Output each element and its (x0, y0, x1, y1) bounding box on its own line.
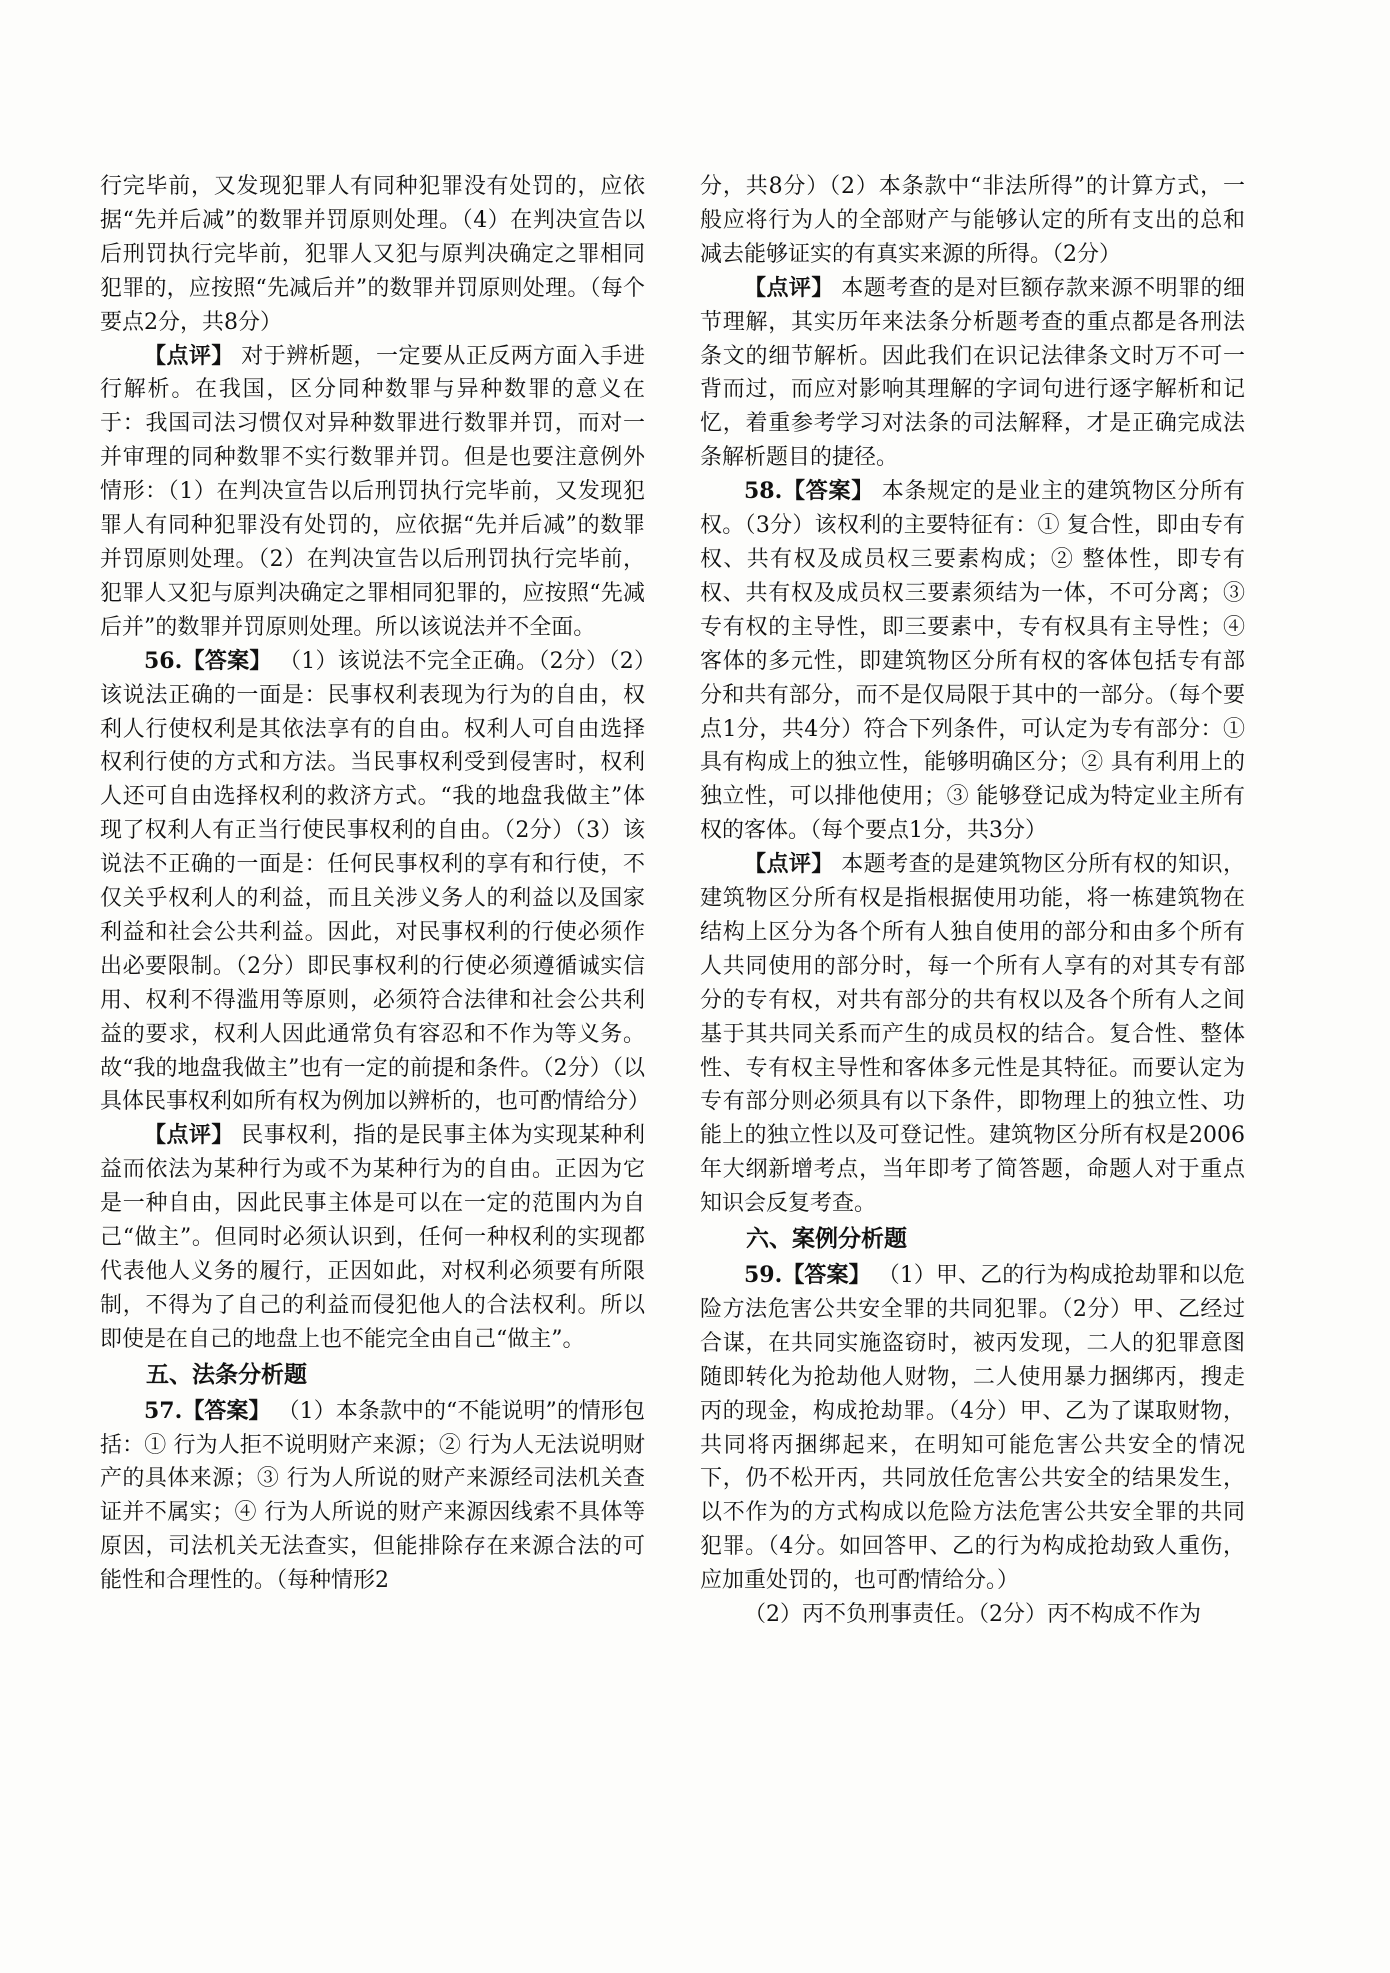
answer-59 (700, 1259, 1245, 1598)
right-column (700, 170, 1245, 1632)
comment-label: 【点评】 (144, 1122, 234, 1149)
comment-label: 【点评】 (144, 342, 234, 369)
answer-text: （1）本条款中的“不能说明”的情形包括：① 行为人拒不说明财产来源；② 行为人无法说明财产的具体来源；③ 行为人所说的财产来源经司法机关查证并不属实；④ 行为人所说的财产来源因线索不具体等原因，司法机关无法查实，但能排除存在来源合法的可能性和合理性的。（每种情形2 (100, 1398, 645, 1594)
comment-label: 【点评】 (744, 274, 834, 301)
answer-56 (100, 645, 651, 1120)
answer-57 (100, 1395, 645, 1598)
answer-label: 56.【答案】 (144, 647, 272, 674)
answer-label: 58.【答案】 (744, 478, 875, 505)
comment-paragraph (700, 848, 1245, 1221)
answer-label: 57.【答案】 (144, 1397, 271, 1424)
left-column (100, 170, 651, 1598)
answer-text: 本条规定的是业主的建筑物区分所有权。（3分）该权利的主要特征有：① 复合性，即由专有权、共有权及成员权三要素构成；② 整体性，即专有权、共有权及成员权三要素须结为一体，不可分离；③ 专有权的主导性，即三要素中，专有权具有主导性；④ 客体的多元性，即建筑物区分所有权的客体包括专有部分和共有部分，而不是仅局限于其中的一部分。（每个要点1分，共4分）符合下列条件，可认定为专有部分：① 具有构成上的独立性，能够明确区分；② 具有利用上的独立性，可以排他使用；③ 能够登记成为特定业主所有权的客体。（每个要点1分，共3分） (700, 479, 1245, 844)
answer-58 (700, 475, 1245, 848)
comment-text: 本题考查的是建筑物区分所有权的知识，建筑物区分所有权是指根据使用功能，将一栋建筑物在结构上区分为各个所有人独自使用的部分和由多个所有人共同使用的部分时，每一个所有人享有的对其专有部分的专有权，对共有部分的共有权以及各个所有人之间基于其共同关系而产生的成员权的结合。复合性、整体性、专有权主导性和客体多元性是其特征。而要认定为专有部分则必须具有以下条件，即物理上的独立性、功能上的独立性以及可登记性。建筑物区分所有权是2006年大纲新增考点，当年即考了简答题，命题人对于重点知识会反复考查。 (700, 852, 1245, 1217)
section-heading: 五、法条分析题 (146, 1361, 307, 1388)
comment-text: 对于辨析题，一定要从正反两方面入手进行解析。在我国，区分同种数罪与异种数罪的意义在于：我国司法习惯仅对异种数罪进行数罪并罚，而对一并审理的同种数罪不实行数罪并罚。但是也要注意例外情形：（1）在判决宣告以后刑罚执行完毕前，又发现犯罪人有同种犯罪没有处罚的，应依据“先并后减”的数罪并罚原则处理。（2）在判决宣告以后刑罚执行完毕前，犯罪人又犯与原判决确定之罪相同犯罪的，应按照“先减后并”的数罪并罚原则处理。所以该说法并不全面。 (100, 343, 645, 640)
comment-label: 【点评】 (744, 851, 834, 878)
paragraph: （2）丙不负刑事责任。（2分）丙不构成不作为 (744, 1602, 1201, 1628)
answer-label: 59.【答案】 (744, 1262, 871, 1288)
comment-paragraph (100, 1119, 645, 1356)
comment-paragraph (100, 340, 645, 645)
comment-paragraph (700, 272, 1245, 475)
paragraph: 行完毕前，又发现犯罪人有同种犯罪没有处罚的，应依据“先并后减”的数罪并罚原则处理。（4）在判决宣告以后刑罚执行完毕前，犯罪人又犯与原判决确定之罪相同犯罪的，应按照“先减后并”的数罪并罚原则处理。（每个要点2分，共8分） (100, 174, 645, 335)
answer-text: （1）该说法不完全正确。（2分）（2）该说法正确的一面是：民事权利表现为行为的自由，权利人行使权利是其依法享有的自由。权利人可自由选择权利行使的方式和方法。当民事权利受到侵害时，权利人还可自由选择权利的救济方式。“我的地盘我做主”体现了权利人有正当行使民事权利的自由。（2分）（3）该说法不正确的一面是：任何民事权利的享有和行使，不仅关乎权利人的利益，而且关涉义务人的利益以及国家利益和社会公共利益。因此，对民事权利的行使必须作出必要限制。（2分）即民事权利的行使必须遵循诚实信用、权利不得滥用等原则，必须符合法律和社会公共利益的要求，权利人因此通常负有容忍和不作为等义务。故“我的地盘我做主”也有一定的前提和条件。（2分）（以具体民事权利如所有权为例加以辨析的，也可酌情给分） (100, 648, 651, 1115)
answer-text: （1）甲、乙的行为构成抢劫罪和以危险方法危害公共安全罪的共同犯罪。（2分）甲、乙经过合谋，在共同实施盗窃时，被丙发现，二人的犯罪意图随即转化为抢劫他人财物，二人使用暴力捆绑丙，搜走丙的现金，构成抢劫罪。（4分）甲、乙为了谋取财物，共同将丙捆绑起来，在明知可能危害公共安全的情况下，仍不松开丙，共同放任危害公共安全的结果发生，以不作为的方式构成以危险方法危害公共安全罪的共同犯罪。（4分。如回答甲、乙的行为构成抢劫致人重伤，应加重处罚的，也可酌情给分。） (700, 1263, 1245, 1594)
paragraph: 分，共8分）（2）本条款中“非法所得”的计算方式，一般应将行为人的全部财产与能够认定的所有支出的总和减去能够证实的有真实来源的所得。（2分） (700, 174, 1245, 267)
comment-text: 本题考查的是对巨额存款来源不明罪的细节理解，其实历年来法条分析题考查的重点都是各刑法条文的细节解析。因此我们在识记法律条文时万不可一背而过，而应对影响其理解的字词句进行逐字解析和记忆，着重参考学习对法条的司法解释，才是正确完成法条解析题目的捷径。 (700, 275, 1245, 471)
comment-text: 民事权利，指的是民事主体为实现某种利益而依法为某种行为或不为某种行为的自由。正因为它是一种自由，因此民事主体是可以在一定的范围内为自己“做主”。但同时必须认识到，任何一种权利的实现都代表他人义务的履行，正因如此，对权利必须要有所限制，不得为了自己的利益而侵犯他人的合法权利。所以即使是在自己的地盘上也不能完全由自己“做主”。 (100, 1123, 645, 1352)
section-heading: 六、案例分析题 (746, 1226, 907, 1253)
